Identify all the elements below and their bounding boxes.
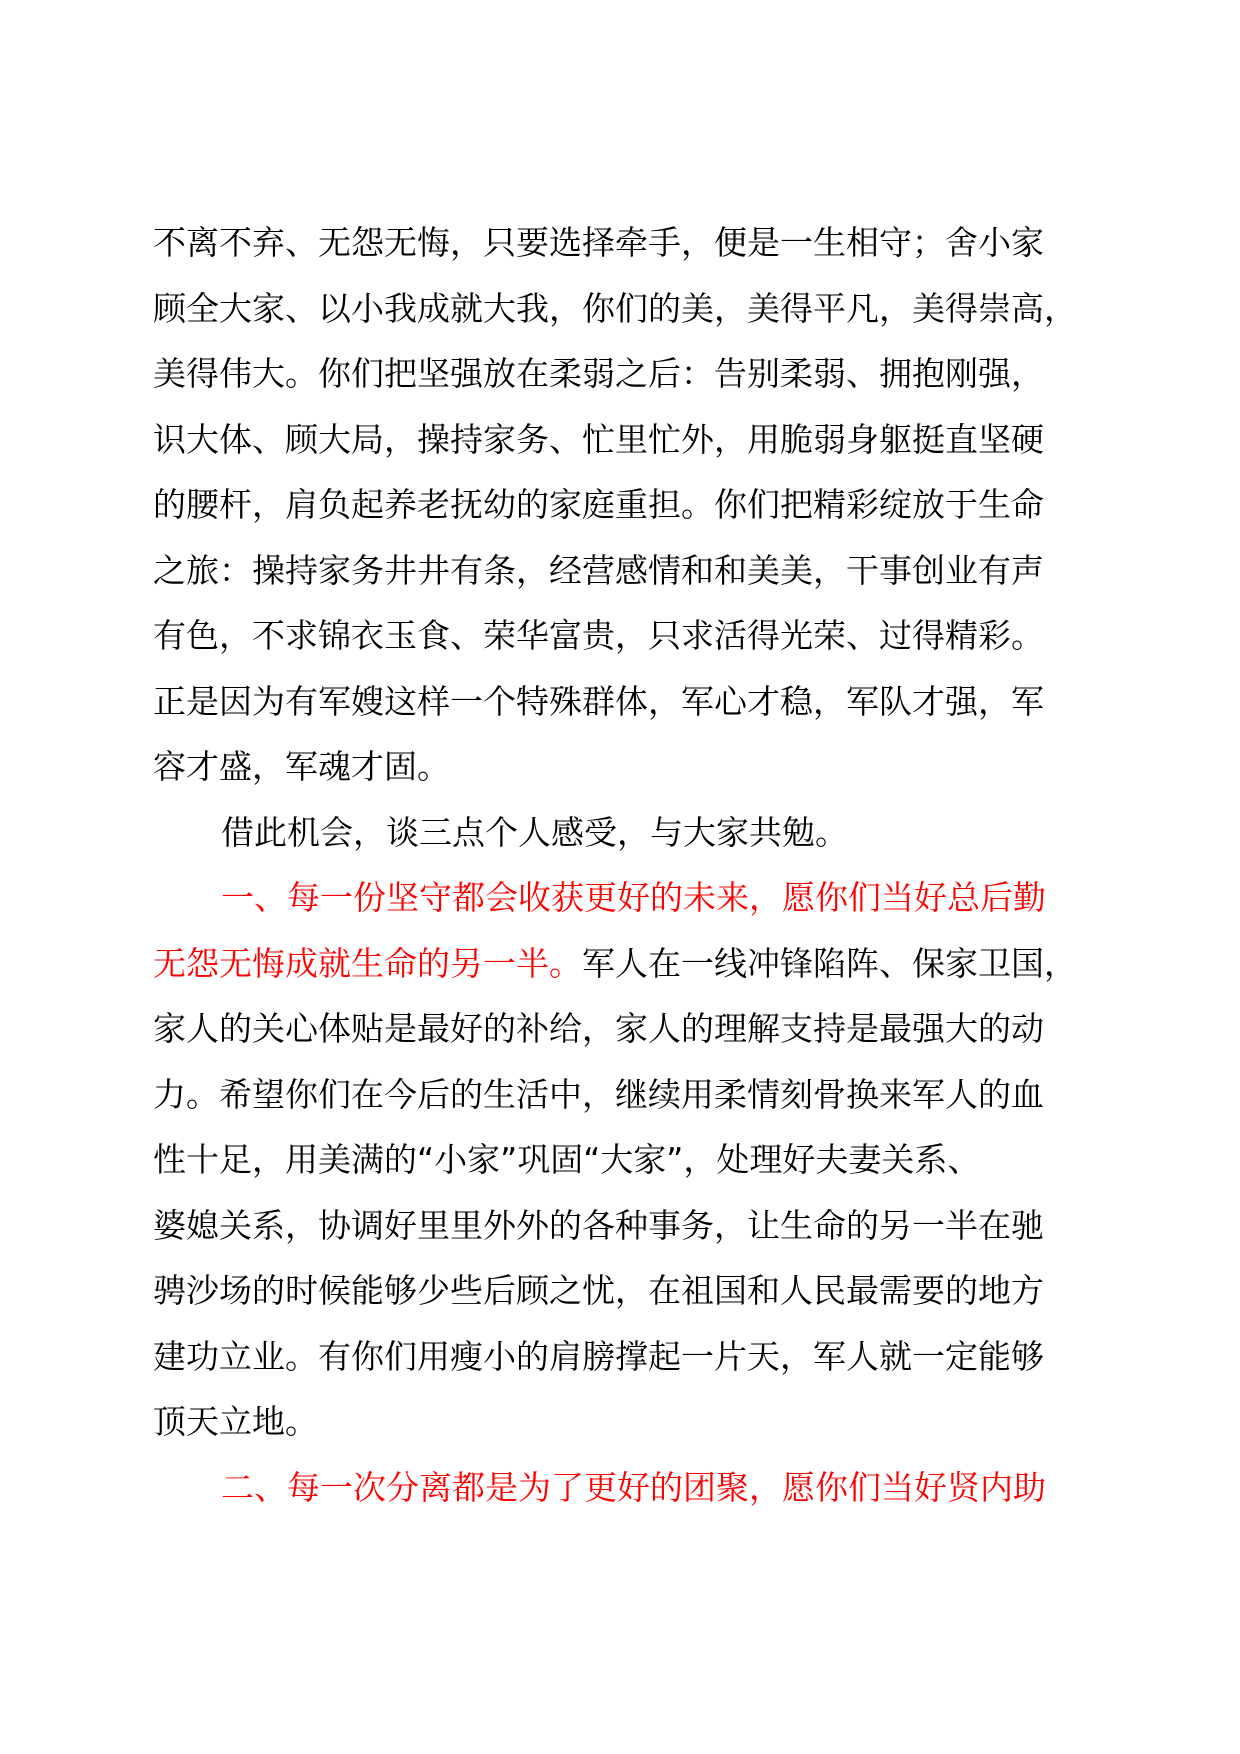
line-text: 有色，不求锦衣玉食、荣华富贵，只求活得光荣、过得精彩。 [153,616,1044,655]
heading-one-line-2 [153,931,1099,997]
heading-text: 一、每一份坚守都会收获更好的未来，愿你们当好总后勤 [221,878,1046,917]
heading-two-line-1 [153,1455,1099,1521]
line-text: 借此机会，谈三点个人感受，与大家共勉。 [221,812,848,852]
paragraph-line-2 [153,276,1099,342]
paragraph-line-17 [153,1258,1099,1324]
heading-text: 二、每一次分离都是为了更好的团聚，愿你们当好贤内助 [221,1467,1046,1507]
paragraph-line-3 [153,341,1099,407]
line-text: 容才盛，军魂才固。 [153,747,450,786]
line-text: 建功立业。有你们用瘦小的肩膀撑起一片天，军人就一定能够 [153,1336,1044,1376]
paragraph-line-15 [153,1127,1099,1193]
line-text: 家人的关心体贴是最好的补给，家人的理解支持是最强大的动 [153,1009,1044,1048]
line-text: 婆媳关系，协调好里里外外的各种事务，让生命的另一半在驰 [153,1205,1044,1245]
line-text: 军人在一线冲锋陷阵、保家卫国， [582,943,1077,983]
paragraph-line-19 [153,1389,1099,1455]
line-text: 顾全大家、以小我成就大我，你们的美，美得平凡，美得崇高， [153,288,1077,328]
paragraph-line-1 [153,210,1099,276]
paragraph-line-4 [153,407,1099,473]
paragraph-line-5 [153,472,1099,538]
line-text: 不离不弃、无怨无悔，只要选择牵手，便是一生相守；舍小家 [153,223,1044,262]
paragraph-line-16 [153,1193,1099,1259]
paragraph-line-10 [153,800,1099,866]
line-text: 性十足，用美满的“小家”巩固“大家”，处理好夫妻关系、 [153,1140,981,1179]
heading-text: 无怨无悔成就生命的另一半。 [153,943,582,983]
line-text: 正是因为有军嫂这样一个特殊群体，军心才稳，军队才强，军 [153,681,1044,721]
document-body [153,210,1099,1520]
line-text: 顶天立地。 [153,1402,318,1441]
paragraph-line-14 [153,1062,1099,1128]
line-text: 之旅：操持家务井井有条，经营感情和和美美，干事创业有声 [153,550,1044,590]
paragraph-line-6 [153,538,1099,604]
line-text: 的腰杆，肩负起养老抚幼的家庭重担。你们把精彩绽放于生命 [153,485,1044,524]
paragraph-line-13 [153,996,1099,1062]
line-text: 力。希望你们在今后的生活中，继续用柔情刻骨换来军人的血 [153,1074,1044,1114]
paragraph-line-18 [153,1324,1099,1390]
line-text: 骋沙场的时候能够少些后顾之忧，在祖国和人民最需要的地方 [153,1271,1044,1310]
paragraph-line-7 [153,603,1099,669]
paragraph-line-8 [153,669,1099,735]
heading-one-line-1 [153,865,1099,931]
line-text: 识大体、顾大局，操持家务、忙里忙外，用脆弱身躯挺直坚硬 [153,419,1044,459]
paragraph-line-9 [153,734,1099,800]
line-text: 美得伟大。你们把坚强放在柔弱之后：告别柔弱、拥抱刚强， [153,354,1044,393]
